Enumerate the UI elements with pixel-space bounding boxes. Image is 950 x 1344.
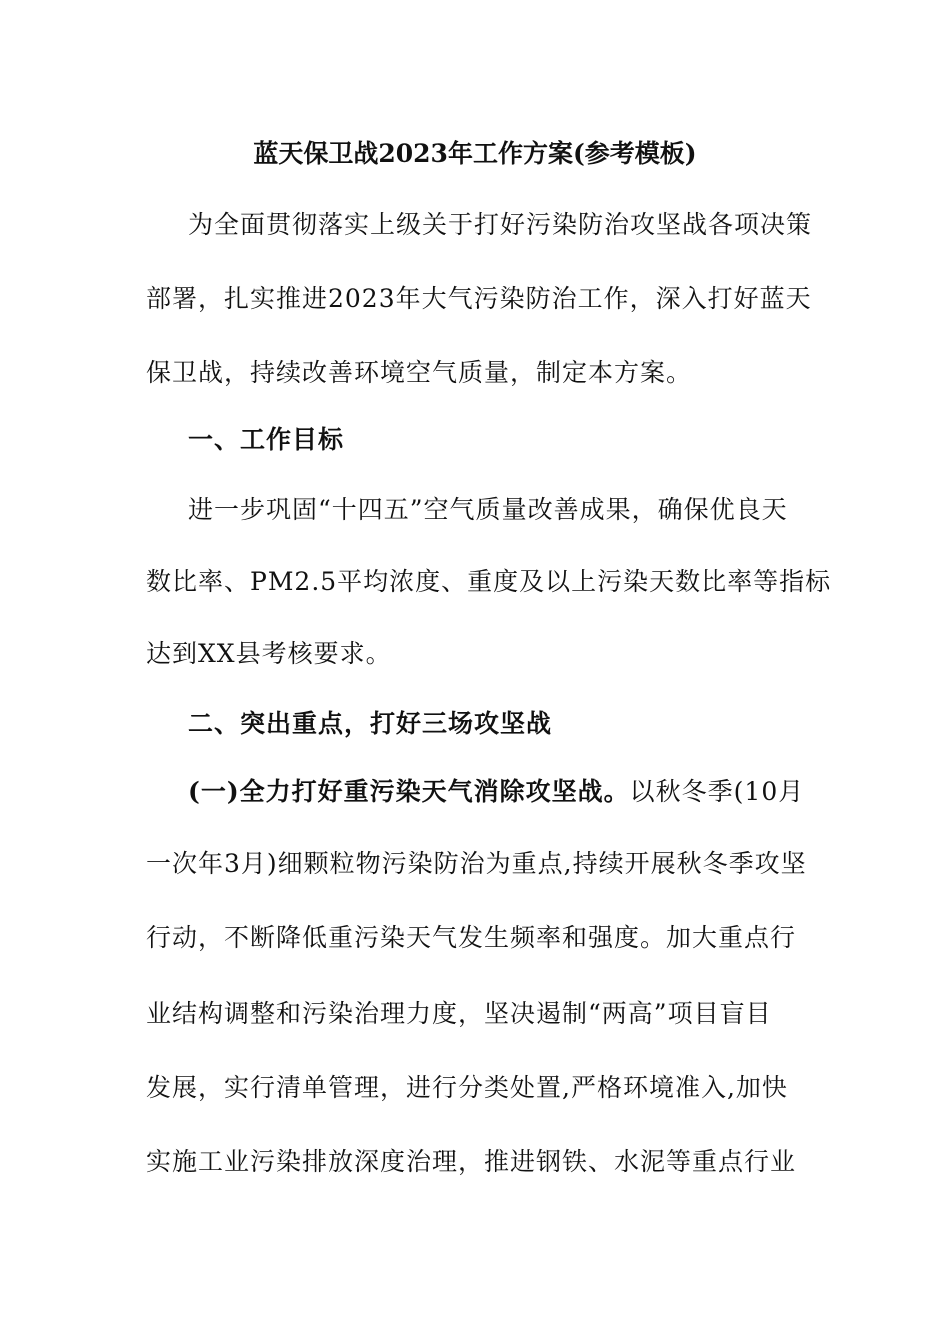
section1-line-3: 达到XX县考核要求。	[146, 639, 392, 668]
section2-sub1-lead: (一)全力打好重污染天气消除攻坚战。	[188, 777, 630, 806]
section2-line-4: 发展，实行清单管理，进行分类处置,严格环境准入,加快	[146, 1073, 788, 1102]
section2-line-2: 行动，不断降低重污染天气发生频率和强度。加大重点行	[146, 923, 797, 952]
section2-line-5: 实施工业污染排放深度治理，推进钢铁、水泥等重点行业	[146, 1147, 797, 1176]
intro-line-3: 保卫战，持续改善环境空气质量，制定本方案。	[146, 358, 693, 387]
section2-sub1-first-line-rest: 以秋冬季(10月	[629, 777, 805, 806]
section2-heading: 二、突出重点，打好三场攻坚战	[188, 709, 553, 738]
intro-line-1: 为全面贯彻落实上级关于打好污染防治攻坚战各项决策	[188, 210, 813, 239]
section1-heading: 一、工作目标	[188, 425, 345, 454]
intro-line-2: 部署，扎实推进2023年大气污染防治工作，深入打好蓝天	[146, 284, 812, 313]
section2-sub1-first-line	[188, 774, 868, 810]
section2-line-3: 业结构调整和污染治理力度，坚决遏制“两高”项目盲目	[146, 999, 772, 1028]
document-title: 蓝天保卫战2023年工作方案(参考模板)	[253, 139, 697, 168]
section1-line-1: 进一步巩固“十四五”空气质量改善成果，确保优良天	[188, 495, 788, 524]
section2-line-1: 一次年3月)细颗粒物污染防治为重点,持续开展秋冬季攻坚	[146, 849, 807, 878]
section1-line-2: 数比率、PM2.5平均浓度、重度及以上污染天数比率等指标	[146, 567, 832, 596]
